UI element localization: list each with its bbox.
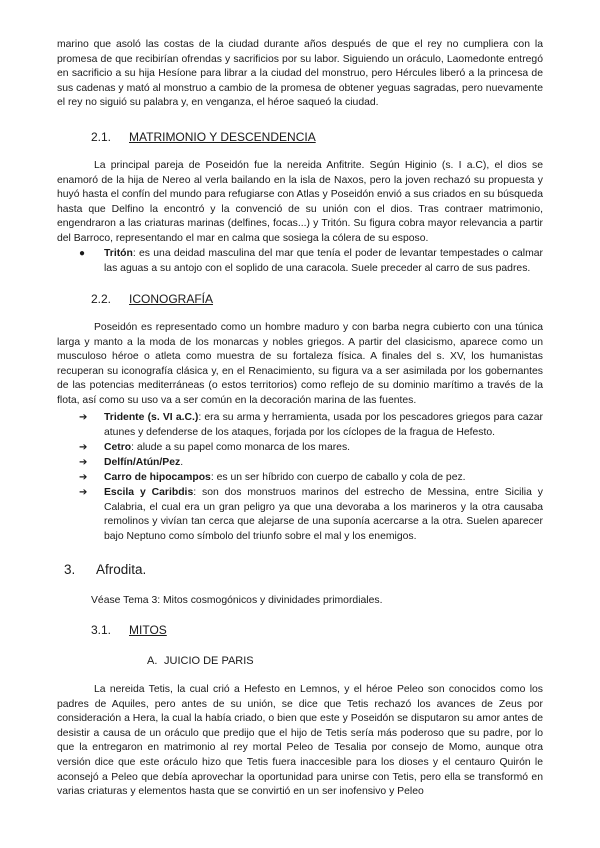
section-title: Afrodita. xyxy=(96,562,147,577)
arrow-icon: ➔ xyxy=(79,472,88,483)
list-item-triton xyxy=(79,247,543,276)
marriage-paragraph: La principal pareja de Poseidón fue la nereida Anfitrite. Según Higinio (s. I a.C), el dios se enamoró de la hija de Nereo al verla bailando en la isla de Naxos, pero la joven rechazó su propuesta y huyó hasta el confín del mundo para refugiarse con Atlas y Poseidón envió a sus criados en su búsqueda hasta que Delfino la encontró y la convenció de su unión con el dios. Tras contraer matrimonio, engendraron a las criaturas marinas (delfines, focas...) y Tritón. Su figura cobra mayor relevancia a partir del Barroco, representando el mar en calma que sosiega la cólera de su esposo. xyxy=(57,160,543,244)
list-item-text: : alude a su papel como monarca de los mares. xyxy=(131,442,351,453)
section-title: ICONOGRAFÍA xyxy=(129,292,214,306)
list-item-dolphin xyxy=(79,456,543,471)
section-title: MITOS xyxy=(129,623,167,637)
arrow-icon: ➔ xyxy=(79,457,88,468)
list-item-sceptre xyxy=(79,441,543,456)
see-also-note: Véase Tema 3: Mitos cosmogónicos y divinidades primordiales. xyxy=(91,595,383,606)
list-item-term: Carro de hipocampos xyxy=(104,472,211,483)
judgement-paragraph: La nereida Tetis, la cual crió a Hefesto en Lemnos, y el héroe Peleo son conocidos como los padres de Aquiles, pero antes de su unión, se dice que Tetis rechazó los avances de Zeus por consideración a Hera, la cual la había criado, o bien que este y Poseidón se disputaron su amor antes de desistir a causa de un oráculo que predijo que el hijo de Tetis sería más poderoso que su padre, por lo que la entregaron en matrimonio al rey mortal Peleo de Tesalia por consejo de Momo, aunque otra versión dice que este oráculo hizo que Tetis fuera inaccesible para los dioses y el centauro Quirón le aconsejó a Peleo que debía aprovechar la oportunidad para unirse con Tetis, pero ella se transformó en varias criaturas y elementos hasta que se convirtió en un ser inofensivo y Peleo xyxy=(57,684,543,798)
list-item-text: . xyxy=(180,457,184,468)
section-number: 2.1. xyxy=(91,130,112,144)
list-item-text: : es una deidad masculina del mar que tenía el poder de levantar tempestades o calmar las aguas a su antojo con el soplido de una caracola. Suele preceder al carro de sus padres. xyxy=(104,248,543,274)
list-item-trident xyxy=(79,411,543,440)
intro-paragraph: marino que asoló las costas de la ciudad durante años después de que el rey no cumpliera con la promesa de que recibirían ofrendas y sacrificios por su labor. Siguiendo un oráculo, Laomedonte entregó en sacrificio a su hija Hesíone para librar a la ciudad del monstruo, pero Hércules liberó a la princesa de sus cadenas y mató al monstruo a cambio de la promesa de obtener yeguas sagradas, pero nuevamente el rey no siguió su palabra y, en venganza, el héroe saqueó la ciudad. xyxy=(57,39,543,109)
section-heading-2-1 xyxy=(91,130,316,145)
list-item-text: : era su arma y herramienta, usada por los pescadores griegos para cazar atunes y defenderse de los ataques, forjada por los cíclopes de la fragua de Hefesto. xyxy=(104,412,543,438)
arrow-icon: ➔ xyxy=(79,487,88,498)
subsection-letter: A. xyxy=(147,655,158,667)
list-item-scylla xyxy=(79,486,543,544)
list-item-text: : es un ser híbrido con cuerpo de caballo y cola de pez. xyxy=(210,472,466,483)
list-item-term: Tritón xyxy=(104,248,133,259)
list-item-hippocampus xyxy=(79,471,543,486)
list-item-term: Tridente (s. VI a.C.) xyxy=(104,412,199,423)
section-number: 3. xyxy=(64,562,76,577)
section-heading-3-1 xyxy=(91,623,167,638)
section-title: MATRIMONIO Y DESCENDENCIA xyxy=(129,130,316,144)
subsection-title: JUICIO DE PARIS xyxy=(164,655,254,667)
section-number: 2.2. xyxy=(91,292,112,306)
section-heading-2-2 xyxy=(91,292,213,307)
section-number: 3.1. xyxy=(91,623,112,637)
list-item-term: Escila y Caribdis xyxy=(104,487,194,498)
list-item-term: Cetro xyxy=(104,442,132,453)
arrow-icon: ➔ xyxy=(79,412,88,423)
list-item-term: Delfín/Atún/Pez xyxy=(104,457,181,468)
section-heading-3 xyxy=(64,561,146,578)
list-item-text: : son dos monstruos marinos del estrecho de Messina, entre Sicilia y Calabria, el cual era un gran peligro ya que una devoraba a los marineros y la otra causaba remolinos y vivían tan cerca que alejarse de una suponía acercarse a la otra. Suelen aparecer bajo Neptuno como símbolo del triunfo sobre el mal y los enemigos. xyxy=(104,487,543,542)
bullet-icon: ● xyxy=(79,248,86,259)
iconography-paragraph: Poseidón es representado como un hombre maduro y con barba negra cubierto con una túnica larga y manto a la moda de los monarcas y nobles griegos. A partir del clasicismo, aparece como un musculoso héroe o atleta como muestra de su fortaleza física. A finales del s. XV, los humanistas recuperan su iconografía clásica y, en el Renacimiento, su figura va a ser asimilada por los gobernantes de las potencias mediterráneas (o estos territorios) como reflejo de su dominio marítimo a través de la flota, así como su uso va a ser común en la decoración marina de las fuentes. xyxy=(57,322,543,406)
arrow-icon: ➔ xyxy=(79,442,88,453)
subsection-heading-a xyxy=(147,654,254,668)
